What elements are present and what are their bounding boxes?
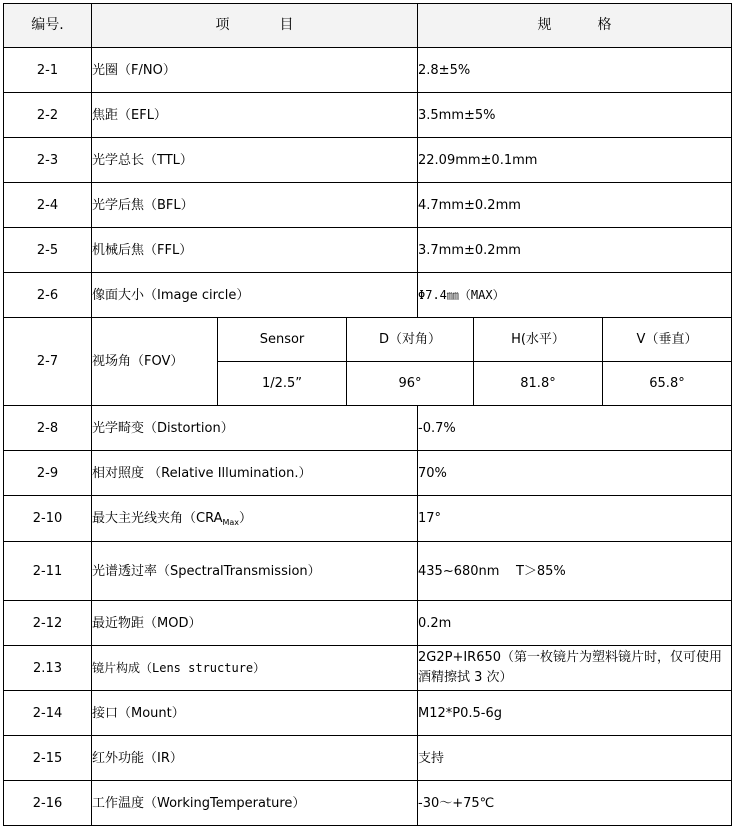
fov-val-sensor: 1/2.5” (218, 362, 347, 405)
row-number: 2-11 (4, 542, 92, 601)
table-row (4, 228, 732, 273)
fov-col-vertical: V（垂直） (636, 332, 698, 347)
header-num: 编号. (4, 4, 92, 48)
table-row (4, 273, 732, 318)
row-item (92, 496, 418, 542)
table-row (4, 646, 732, 691)
row-item: 工作温度（WorkingTemperature） (92, 781, 418, 826)
row-value: Φ7.4㎜（MAX） (418, 273, 732, 318)
row-number: 2.13 (4, 646, 92, 691)
row-number: 2-10 (4, 496, 92, 542)
row-item: 红外功能（IR） (92, 736, 418, 781)
header-row (4, 4, 732, 48)
row-number: 2-6 (4, 273, 92, 318)
row-item: 相对照度 （Relative Illumination.） (92, 451, 418, 496)
row-number: 2-8 (4, 406, 92, 451)
row-number: 2-16 (4, 781, 92, 826)
fov-col-diagonal: D（对角） (347, 318, 474, 361)
row-item: 光学畸变（Distortion） (92, 406, 418, 451)
row-value: 0.2m (418, 601, 732, 646)
row-item: 光谱透过率（SpectralTransmission） (92, 542, 418, 601)
table-row (4, 601, 732, 646)
row-value-text: 2G2P+IR650（第一枚镜片为塑料镜片时，仅可使用酒精擦拭 3 次） (418, 650, 723, 685)
fov-col-sensor: Sensor (218, 318, 347, 361)
table-row (4, 406, 732, 451)
row-number: 2-5 (4, 228, 92, 273)
row-item: 光学后焦（BFL） (92, 183, 418, 228)
fov-value-grid (218, 362, 731, 405)
row-value: M12*P0.5-6g (418, 691, 732, 736)
header-spec (418, 4, 732, 48)
fov-col-horizontal: H(水平） (474, 318, 603, 361)
row-value: 22.09mm±0.1mm (418, 138, 732, 183)
fov-header-cell (218, 318, 732, 362)
fov-val-vertical: 65.8° (649, 376, 685, 391)
row-value: 17° (418, 496, 732, 542)
fov-val-horizontal: 81.8° (474, 362, 603, 405)
fov-item: 视场角（FOV） (92, 318, 218, 406)
table-row (4, 183, 732, 228)
row-value: -0.7% (418, 406, 732, 451)
header-item-char-2: 目 (279, 17, 294, 33)
table-row (4, 48, 732, 93)
table-row (4, 691, 732, 736)
header-item-char-1: 项 (215, 17, 230, 33)
table-row (4, 781, 732, 826)
row-item: 光学总长（TTL） (92, 138, 418, 183)
row-item: 光圈（F/NO） (92, 48, 418, 93)
row-number: 2-4 (4, 183, 92, 228)
table-row (4, 138, 732, 183)
row-value: 435~680nm T＞85% (418, 542, 732, 601)
row-value: 3.5mm±5% (418, 93, 732, 138)
row-item: 机械后焦（FFL） (92, 228, 418, 273)
row-value: 4.7mm±0.2mm (418, 183, 732, 228)
row-value: 70% (418, 451, 732, 496)
row-value: 支持 (418, 736, 732, 781)
row-value: -30～+75℃ (418, 781, 732, 826)
row-number: 2-1 (4, 48, 92, 93)
row-number: 2-9 (4, 451, 92, 496)
table-row (4, 736, 732, 781)
row-item-suffix: ） (239, 511, 253, 526)
fov-number: 2-7 (4, 318, 92, 406)
row-number: 2-14 (4, 691, 92, 736)
row-number: 2-15 (4, 736, 92, 781)
table-row (4, 93, 732, 138)
row-value: 3.7mm±0.2mm (418, 228, 732, 273)
fov-header-grid (218, 318, 731, 361)
fov-value-cell (218, 362, 732, 406)
spec-table (3, 3, 732, 826)
row-value (418, 646, 732, 691)
row-item: 最近物距（MOD） (92, 601, 418, 646)
row-number: 2-2 (4, 93, 92, 138)
row-item: 焦距（EFL） (92, 93, 418, 138)
fov-row-header (4, 318, 732, 362)
row-item-subscript: Max (222, 518, 240, 527)
fov-val-diagonal: 96° (347, 362, 474, 405)
header-spec-char-1: 规 (537, 17, 552, 33)
header-spec-char-2: 格 (597, 17, 612, 33)
table-row (4, 451, 732, 496)
row-value: 2.8±5% (418, 48, 732, 93)
row-number: 2-12 (4, 601, 92, 646)
row-item: 镜片构成（Lens structure） (92, 646, 418, 691)
row-item: 接口（Mount） (92, 691, 418, 736)
row-item: 像面大小（Image circle） (92, 273, 418, 318)
row-number: 2-3 (4, 138, 92, 183)
table-row (4, 496, 732, 542)
row-item-text: 最大主光线夹角（CRA (92, 511, 223, 526)
table-row (4, 542, 732, 601)
header-item (92, 4, 418, 48)
